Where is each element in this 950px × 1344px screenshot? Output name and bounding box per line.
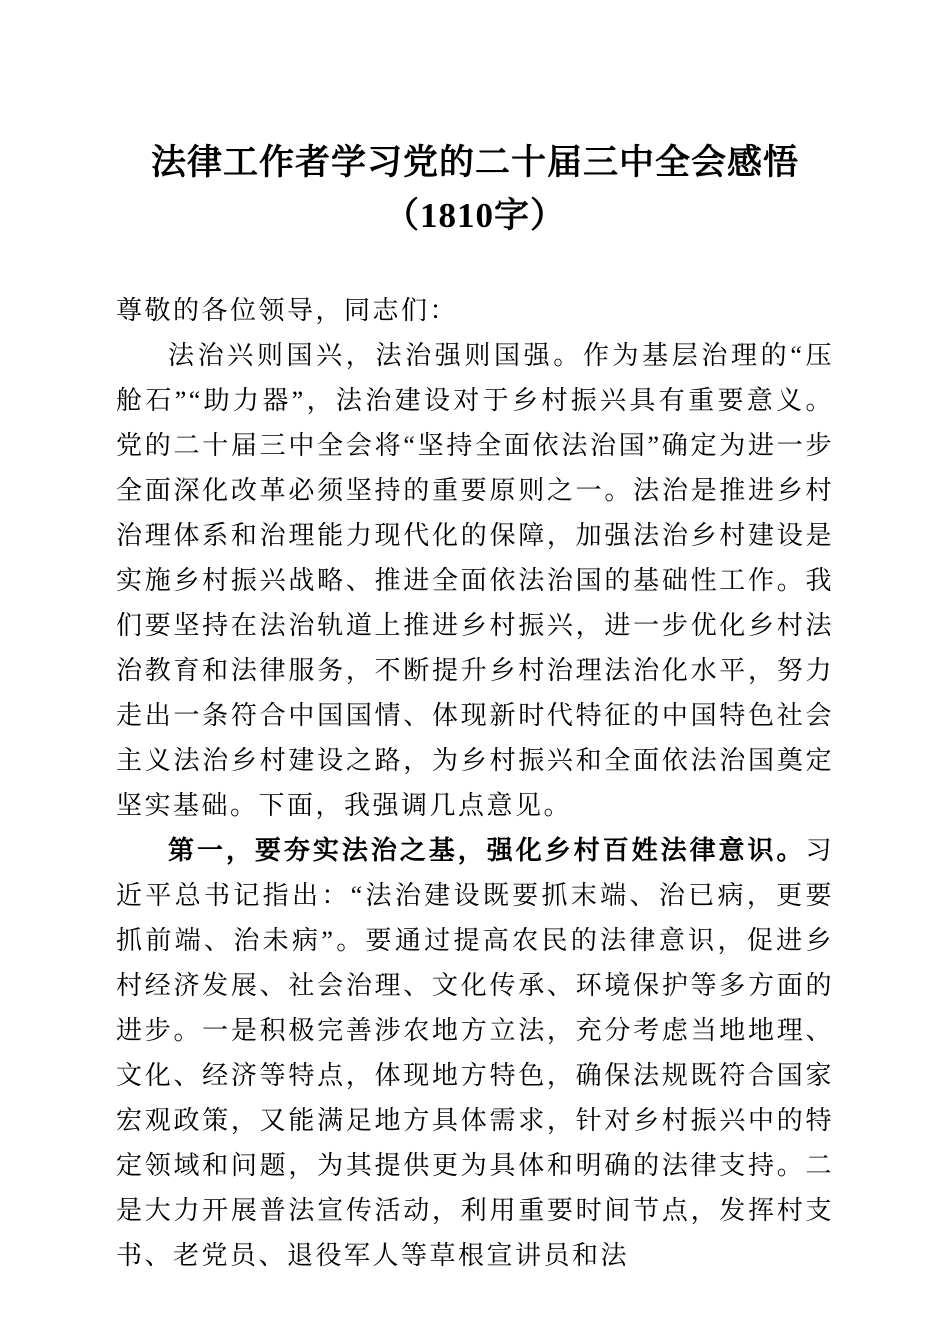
document-title-line1: 法律工作者学习党的二十届三中全会感悟 xyxy=(150,143,799,182)
paragraph-point1 xyxy=(116,828,834,1278)
paragraph-point1-text: 习近平总书记指出：“法治建设既要抓末端、治已病，更要抓前端、治未病”。要通过提高农民的法律意识，促进乡村经济发展、社会治理、文化传承、环境保护等多方面的进步。一是积极完善涉农地方立法，充分考虑当地地理、文化、经济等特点，体现地方特色，确保法规既符合国家宏观政策，又能满足地方具体需求，针对乡村振兴中的特定领域和问题，为其提供更为具体和明确的法律支持。二是大力开展普法宣传活动，利用重要时间节点，发挥村支书、老党员、退役军人等草根宣讲员和法 xyxy=(116,836,834,1270)
paragraph-intro: 法治兴则国兴，法治强则国强。作为基层治理的“压舱石”“助力器”，法治建设对于乡村振兴具有重要意义。党的二十届三中全会将“坚持全面依法治国”确定为进一步全面深化改革必须坚持的重要原则之一。法治是推进乡村治理体系和治理能力现代化的保障，加强法治乡村建设是实施乡村振兴战略、推进全面依法治国的基础性工作。我们要坚持在法治轨道上推进乡村振兴，进一步优化乡村法治教育和法律服务，不断提升乡村治理法治化水平，努力走出一条符合中国国情、体现新时代特征的中国特色社会主义法治乡村建设之路，为乡村振兴和全面依法治国奠定坚实基础。下面，我强调几点意见。 xyxy=(116,341,834,820)
document-title xyxy=(116,136,834,242)
document-body xyxy=(116,288,834,1278)
salutation-line: 尊敬的各位领导，同志们： xyxy=(116,296,459,325)
paragraph-point1-lead: 第一，要夯实法治之基，强化乡村百姓法律意识。 xyxy=(168,836,806,865)
document-title-word-count: （1810字） xyxy=(383,196,566,235)
